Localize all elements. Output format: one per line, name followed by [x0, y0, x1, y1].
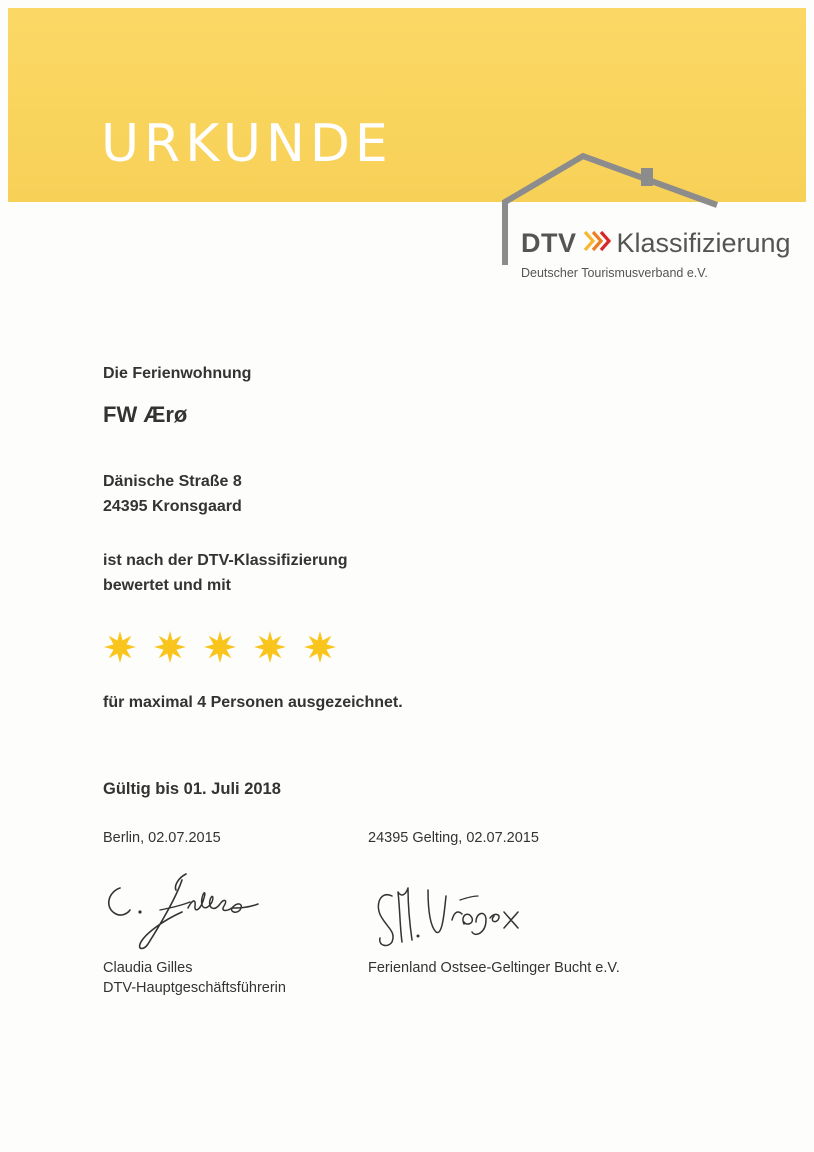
- award-text: für maximal 4 Personen ausgezeichnet.: [103, 694, 403, 711]
- right-signer-org: Ferienland Ostsee-Geltinger Bucht e.V.: [368, 960, 620, 976]
- address: [103, 470, 242, 520]
- rating-text: [103, 549, 348, 599]
- star-icon: [303, 630, 337, 664]
- rating-line-2: bewertet und mit: [103, 576, 232, 594]
- chevrons-icon: [583, 228, 611, 259]
- page-title: URKUNDE: [101, 114, 393, 174]
- left-signer: [103, 958, 286, 999]
- property-name: FW Ærø: [103, 402, 188, 427]
- address-line-2: 24395 Kronsgaard: [103, 497, 242, 515]
- intro-text: Die Ferienwohnung: [103, 365, 252, 382]
- signature-left: [98, 868, 298, 958]
- left-place-date: Berlin, 02.07.2015: [103, 830, 221, 846]
- star-icon: [203, 630, 237, 664]
- logo-subtitle: Deutscher Tourismusverband e.V.: [521, 266, 708, 280]
- address-line-1: Dänische Straße 8: [103, 473, 242, 490]
- logo-brand: [521, 228, 791, 259]
- star-icon: [253, 630, 287, 664]
- logo-brand-suffix: Klassifizierung: [616, 228, 791, 258]
- star-icon: [103, 630, 137, 664]
- rating-line-1: ist nach der DTV-Klassifizierung: [103, 552, 348, 569]
- star-icon: [153, 630, 187, 664]
- valid-until: Gültig bis 01. Juli 2018: [103, 780, 281, 798]
- logo-brand-dtv: DTV: [521, 228, 577, 258]
- left-signer-name: Claudia Gilles: [103, 960, 193, 976]
- dtv-logo: [495, 150, 795, 290]
- right-place-date: 24395 Gelting, 02.07.2015: [368, 830, 539, 846]
- left-signer-role: DTV-Hauptgeschäftsführerin: [103, 980, 286, 997]
- signature-right: [368, 876, 548, 956]
- star-rating: [103, 630, 337, 664]
